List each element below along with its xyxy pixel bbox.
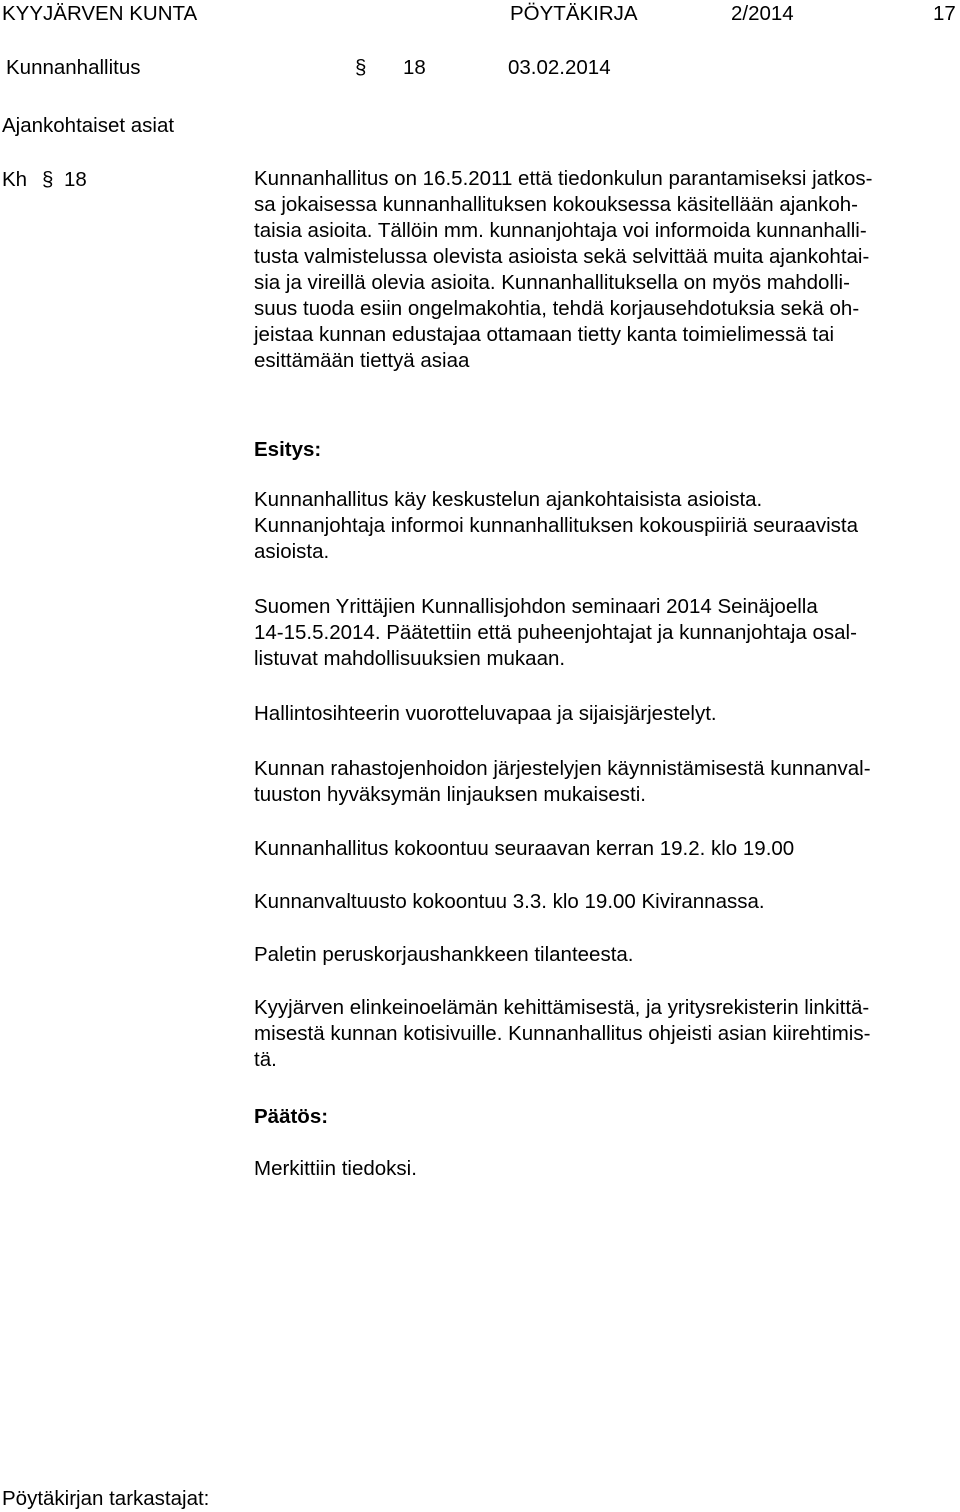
proposal-line: Kunnanhallitus käy keskustelun ajankohtaisista asioista. bbox=[254, 488, 763, 511]
item-number: 18 bbox=[64, 168, 87, 191]
document-type: PÖYTÄKIRJA bbox=[510, 2, 638, 25]
proposal-paragraph bbox=[254, 942, 954, 968]
intro-line: jeistaa kunnan edustajaa ottamaan tietty kanta toimielimessä tai bbox=[254, 323, 835, 346]
proposal-paragraph bbox=[254, 487, 954, 565]
proposal-line: tä. bbox=[254, 1048, 277, 1071]
proposal-paragraph bbox=[254, 995, 954, 1073]
intro-line: Kunnanhallitus on 16.5.2011 että tiedonkulun parantamiseksi jatkos- bbox=[254, 167, 873, 190]
proposal-line: Kyyjärven elinkeinoelämän kehittämisestä, ja yritysrekisterin linkittä- bbox=[254, 996, 870, 1019]
proposal-paragraph bbox=[254, 594, 954, 672]
proposal-line: Hallintosihteerin vuorotteluvapaa ja sijaisjärjestelyt. bbox=[254, 702, 717, 725]
intro-line: tusta valmistelussa olevista asioista sekä selvittää muita ajankohtai- bbox=[254, 245, 870, 268]
proposal-line: Suomen Yrittäjien Kunnallisjohdon seminaari 2014 Seinäjoella bbox=[254, 595, 818, 618]
section-number: 18 bbox=[403, 56, 426, 79]
proposal-paragraph bbox=[254, 701, 954, 727]
proposal-paragraph bbox=[254, 756, 954, 808]
intro-line: sia ja vireillä olevia asioita. Kunnanhallituksella on myös mahdolli- bbox=[254, 271, 850, 294]
meeting-date: 03.02.2014 bbox=[508, 56, 611, 79]
proposal-label: Esitys: bbox=[254, 438, 322, 461]
footer-inspectors: Pöytäkirjan tarkastajat: bbox=[2, 1487, 210, 1510]
proposal-line: Paletin peruskorjaushankkeen tilanteesta. bbox=[254, 943, 634, 966]
proposal-line: tuuston hyväksymän linjauksen mukaisesti. bbox=[254, 783, 646, 806]
municipality-name: KYYJÄRVEN KUNTA bbox=[2, 2, 198, 25]
proposal-line: listuvat mahdollisuuksien mukaan. bbox=[254, 647, 566, 670]
proposal-line: 14-15.5.2014. Päätettiin että puheenjohtajat ja kunnanjohtaja osal- bbox=[254, 621, 857, 644]
intro-paragraph bbox=[254, 166, 954, 374]
proposal-line: Kunnan rahastojenhoidon järjestelyjen käynnistämisestä kunnanval- bbox=[254, 757, 871, 780]
intro-line: suus tuoda esiin ongelmakohtia, tehdä korjausehdotuksia sekä oh- bbox=[254, 297, 860, 320]
item-section-symbol: § bbox=[42, 168, 54, 191]
proposal-line: asioista. bbox=[254, 540, 330, 563]
proposal-paragraph bbox=[254, 889, 954, 915]
proposal-line: Kunnanhallitus kokoontuu seuraavan kerran 19.2. klo 19.00 bbox=[254, 837, 795, 860]
decision-text: Merkittiin tiedoksi. bbox=[254, 1157, 417, 1180]
section-symbol: § bbox=[355, 56, 367, 79]
intro-line: sa jokaisessa kunnanhallituksen kokouksessa käsitellään ajankoh- bbox=[254, 193, 858, 216]
proposal-paragraph bbox=[254, 836, 954, 862]
item-kh-label: Kh bbox=[2, 168, 28, 191]
board-name: Kunnanhallitus bbox=[6, 56, 141, 79]
page-number: 17 bbox=[933, 2, 956, 25]
proposal-line: misestä kunnan kotisivuille. Kunnanhallitus ohjeisti asian kiirehtimis- bbox=[254, 1022, 871, 1045]
proposal-line: Kunnanjohtaja informoi kunnanhallituksen kokouspiiriä seuraavista bbox=[254, 514, 858, 537]
intro-line: esittämään tiettyä asiaa bbox=[254, 349, 470, 372]
proposal-line: Kunnanvaltuusto kokoontuu 3.3. klo 19.00 Kivirannassa. bbox=[254, 890, 765, 913]
document-number: 2/2014 bbox=[731, 2, 794, 25]
decision-label: Päätös: bbox=[254, 1105, 329, 1128]
page-title: Ajankohtaiset asiat bbox=[2, 114, 175, 137]
intro-line: taisia asioita. Tällöin mm. kunnanjohtaja voi informoida kunnanhalli- bbox=[254, 219, 867, 242]
